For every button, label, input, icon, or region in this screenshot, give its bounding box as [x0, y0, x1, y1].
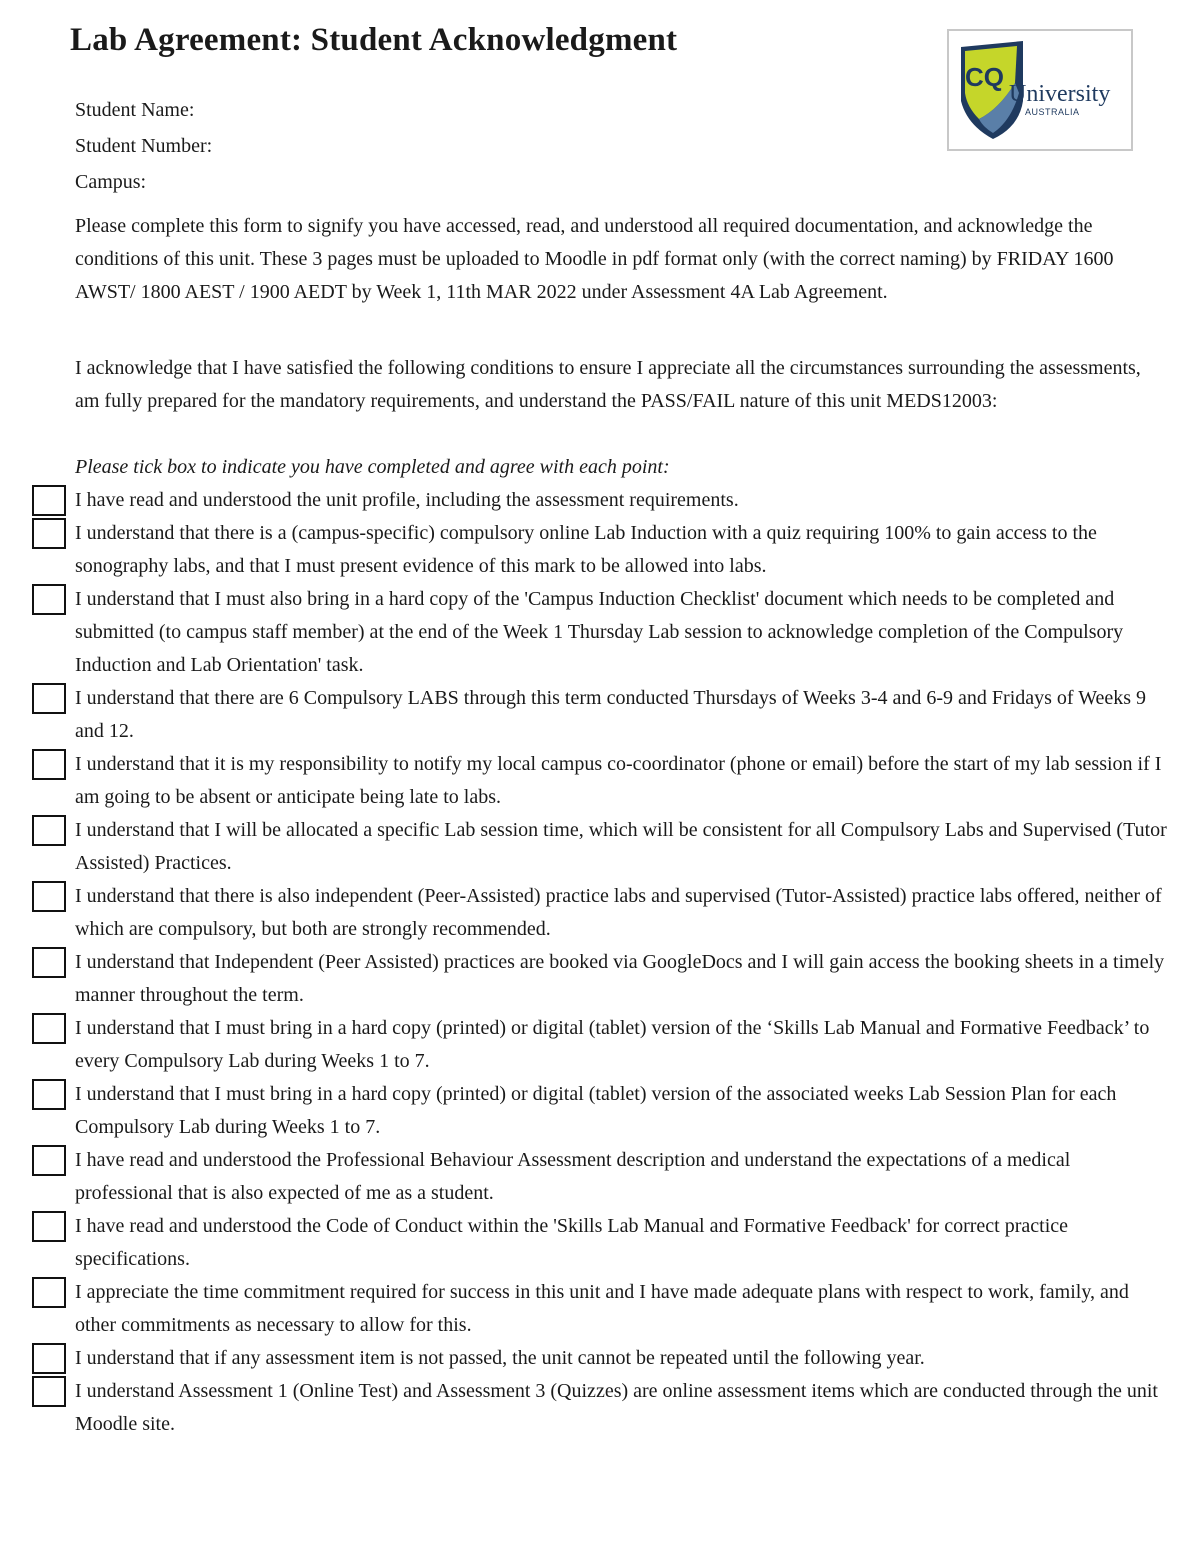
acknowledge-paragraph: I acknowledge that I have satisfied the following conditions to ensure I appreciate all the circumstances surrounding the assessments, am fully prepared for the mandatory requirements, and understand the PASS/FAIL nature of this unit MEDS12003:	[75, 357, 1141, 412]
student-details	[75, 92, 212, 200]
checklist-item-text: I understand that I will be allocated a specific Lab session time, which will be consistent for all Compulsory Labs and Supervised (Tutor Assisted) Practices.	[75, 819, 1167, 874]
student-number-label: Student Number:	[75, 135, 213, 157]
checklist-item	[0, 880, 1170, 946]
checklist-item	[0, 1375, 1170, 1441]
checkbox[interactable]	[32, 1376, 66, 1407]
checklist-item	[0, 1210, 1170, 1276]
checklist-item-text: I appreciate the time commitment required for success in this unit and I have made adequate plans with respect to work, family, and other commitments as necessary to allow for this.	[75, 1281, 1129, 1336]
checklist-item-text: I understand Assessment 1 (Online Test) and Assessment 3 (Quizzes) are online assessment items which are conducted through the unit Moodle site.	[75, 1380, 1158, 1435]
checklist-item-text: I understand that there are 6 Compulsory LABS through this term conducted Thursdays of Weeks 3-4 and 6-9 and Fridays of Weeks 9 and 12.	[75, 687, 1147, 742]
checklist-item-text: I have read and understood the unit profile, including the assessment requirements.	[75, 489, 739, 511]
checkbox[interactable]	[32, 1343, 66, 1374]
student-name-label: Student Name:	[75, 99, 195, 121]
checklist-item	[0, 1342, 1170, 1375]
checkbox[interactable]	[32, 1211, 66, 1242]
tick-instruction: Please tick box to indicate you have completed and agree with each point:	[75, 456, 670, 478]
logo-cq-text: CQ	[965, 62, 1004, 92]
checkbox[interactable]	[32, 947, 66, 978]
checkbox[interactable]	[32, 815, 66, 846]
checkbox[interactable]	[32, 584, 66, 615]
checklist-item-text: I have read and understood the Code of Conduct within the 'Skills Lab Manual and Formative Feedback' for correct practice specifications.	[75, 1215, 1069, 1270]
logo-university-text: University	[1009, 81, 1111, 107]
checklist-item	[0, 1078, 1170, 1144]
checklist-item	[0, 1144, 1170, 1210]
checklist-item	[0, 946, 1170, 1012]
campus-label: Campus:	[75, 171, 147, 193]
checklist-item-text: I have read and understood the Professional Behaviour Assessment description and understand the expectations of a medical professional that is also expected of me as a student.	[75, 1149, 1071, 1204]
checklist-item-text: I understand that there is also independent (Peer-Assisted) practice labs and supervised (Tutor-Assisted) practice labs offered, neither of which are compulsory, but both are strongly recommended.	[75, 885, 1162, 940]
page-title: Lab Agreement: Student Acknowledgment	[70, 22, 678, 58]
checklist-item-text: I understand that I must bring in a hard copy (printed) or digital (tablet) version of the associated weeks Lab Session Plan for each Compulsory Lab during Weeks 1 to 7.	[75, 1083, 1117, 1138]
checklist-item	[0, 748, 1170, 814]
checklist-item	[0, 1012, 1170, 1078]
checklist-item	[0, 682, 1170, 748]
logo-australia-text: AUSTRALIA	[1025, 107, 1080, 117]
checkbox[interactable]	[32, 1145, 66, 1176]
checklist-item-text: I understand that if any assessment item is not passed, the unit cannot be repeated until the following year.	[75, 1347, 925, 1369]
checklist-item-text: I understand that there is a (campus-specific) compulsory online Lab Induction with a quiz requiring 100% to gain access to the sonography labs, and that I must present evidence of this mark to be allowed into labs.	[75, 522, 1097, 577]
cq-university-logo	[947, 29, 1133, 151]
checklist	[0, 484, 1200, 1441]
checklist-item-text: I understand that I must bring in a hard copy (printed) or digital (tablet) version of the ‘Skills Lab Manual and Formative Feedback’ to every Compulsory Lab during Weeks 1 to 7.	[75, 1017, 1150, 1072]
checkbox[interactable]	[32, 518, 66, 549]
checkbox[interactable]	[32, 1013, 66, 1044]
checkbox[interactable]	[32, 485, 66, 516]
checklist-item-text: I understand that it is my responsibility to notify my local campus co-coordinator (phone or email) before the start of my lab session if I am going to be absent or anticipate being late to labs.	[75, 753, 1162, 808]
checkbox[interactable]	[32, 881, 66, 912]
checkbox[interactable]	[32, 1277, 66, 1308]
checkbox[interactable]	[32, 749, 66, 780]
checklist-item-text: I understand that I must also bring in a hard copy of the 'Campus Induction Checklist' document which needs to be completed and submitted (to campus staff member) at the end of the Week 1 Thursday Lab session to acknowledge completion of the Compulsory Induction and Lab Orientation' task.	[75, 588, 1124, 676]
checklist-item	[0, 583, 1170, 682]
checklist-item	[0, 484, 1170, 517]
checkbox[interactable]	[32, 1079, 66, 1110]
checklist-item	[0, 814, 1170, 880]
checkbox[interactable]	[32, 683, 66, 714]
checklist-item	[0, 517, 1170, 583]
checklist-item	[0, 1276, 1170, 1342]
checklist-item-text: I understand that Independent (Peer Assisted) practices are booked via GoogleDocs and I will gain access the booking sheets in a timely manner throughout the term.	[75, 951, 1165, 1006]
intro-paragraph: Please complete this form to signify you have accessed, read, and understood all required documentation, and acknowledge the conditions of this unit. These 3 pages must be uploaded to Moodle in pdf format only (with the correct naming) by FRIDAY 1600 AWST/ 1800 AEST / 1900 AEDT by Week 1, 11th MAR 2022 under Assessment 4A Lab Agreement.	[75, 215, 1114, 303]
